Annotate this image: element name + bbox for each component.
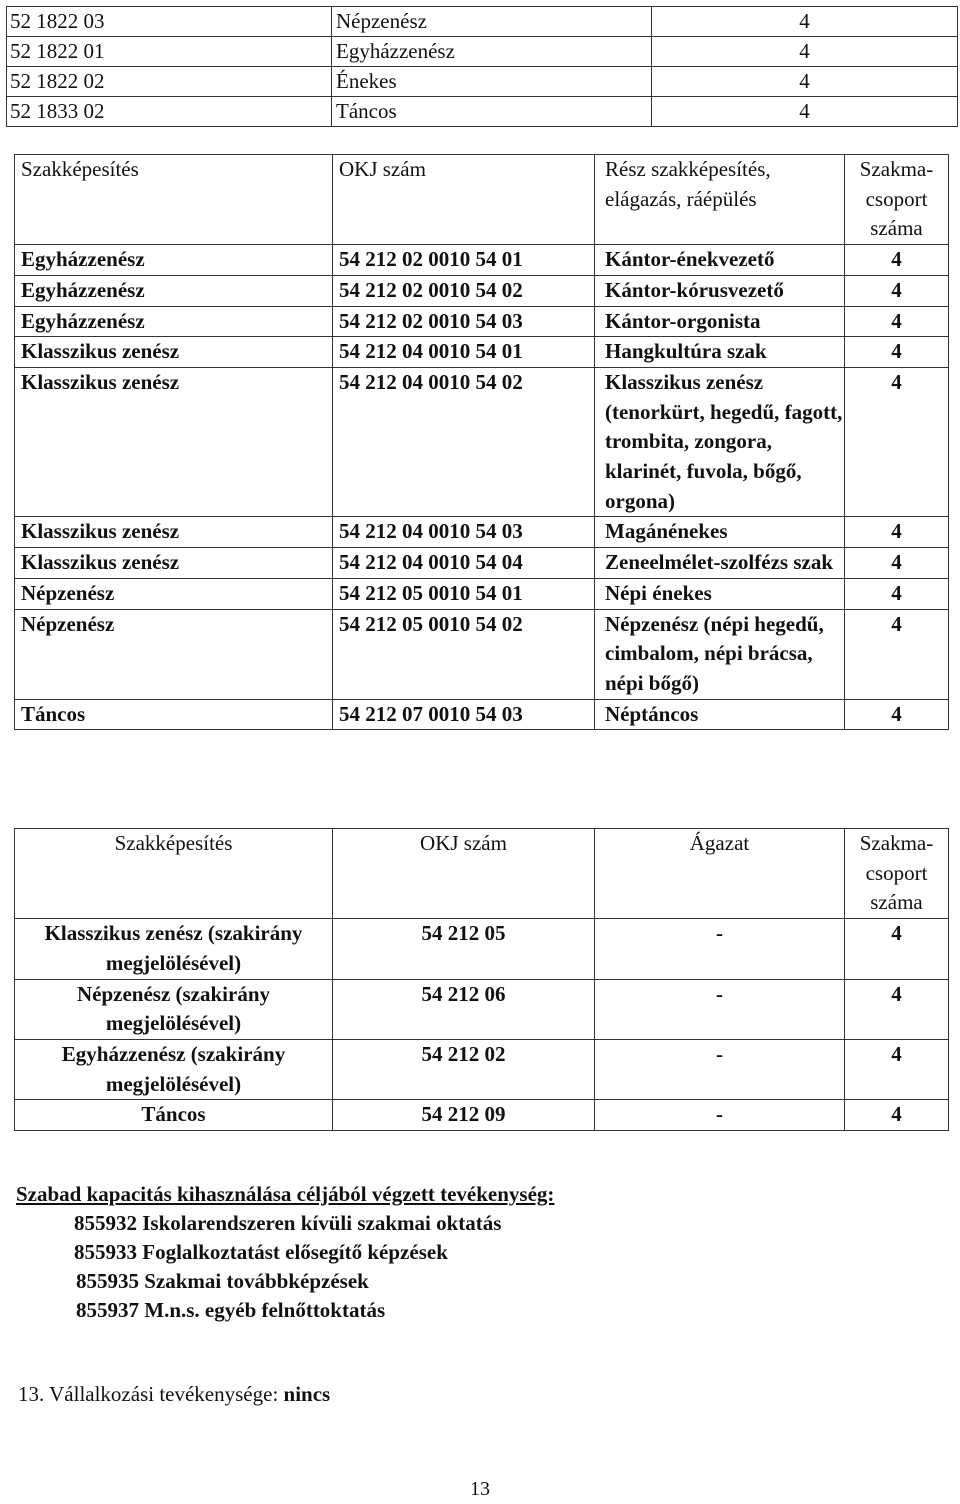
okj-cell: 54 212 04 0010 54 03 bbox=[333, 517, 595, 548]
partial-qualification-cell: Hangkultúra szak bbox=[595, 337, 845, 368]
spare-capacity-activities bbox=[16, 1180, 554, 1325]
qualification-cell: Klasszikus zenész bbox=[15, 367, 333, 517]
qualification-cell: Táncos bbox=[15, 699, 333, 730]
partial-qualification-cell: Klasszikus zenész (tenorkürt, hegedű, fagott, trombita, zongora, klarinét, fuvola, bőgő, orgona) bbox=[595, 367, 845, 517]
okj-code: 52 1833 02 bbox=[7, 97, 332, 127]
group-number: 4 bbox=[652, 37, 958, 67]
qualification-cell: Egyházzenész bbox=[15, 275, 333, 306]
table-row bbox=[7, 67, 958, 97]
okj-cell: 54 212 02 0010 54 02 bbox=[333, 275, 595, 306]
qualification-cell: Klasszikus zenész (szakirány megjelölésével) bbox=[15, 919, 333, 979]
partial-qualification-cell: Zeneelmélet-szolfézs szak bbox=[595, 548, 845, 579]
header-okj: OKJ szám bbox=[333, 829, 595, 919]
table-row bbox=[15, 979, 949, 1039]
sector-table bbox=[14, 828, 949, 1131]
table-row bbox=[15, 275, 949, 306]
qualification-cell: Népzenész bbox=[15, 609, 333, 699]
header-group: Szakma-csoport száma bbox=[845, 829, 949, 919]
section-13 bbox=[18, 1380, 330, 1409]
sector-cell: - bbox=[595, 1100, 845, 1131]
okj-cell: 54 212 07 0010 54 03 bbox=[333, 699, 595, 730]
section-13-value: nincs bbox=[283, 1382, 331, 1406]
activity-item: 855935 Szakmai továbbképzések bbox=[76, 1269, 369, 1293]
qualification: Énekes bbox=[332, 67, 652, 97]
group-cell: 4 bbox=[845, 609, 949, 699]
partial-qualification-table bbox=[14, 154, 949, 730]
group-cell: 4 bbox=[845, 367, 949, 517]
partial-qualification-cell: Néptáncos bbox=[595, 699, 845, 730]
activities-heading: Szabad kapacitás kihasználása céljából végzett tevékenység: bbox=[16, 1182, 555, 1206]
group-cell: 4 bbox=[845, 979, 949, 1039]
group-cell: 4 bbox=[845, 517, 949, 548]
okj-cell: 54 212 02 bbox=[333, 1039, 595, 1099]
section-13-label: 13. Vállalkozási tevékenysége: bbox=[18, 1382, 284, 1406]
group-number: 4 bbox=[652, 67, 958, 97]
header-qualification: Szakképesítés bbox=[15, 155, 333, 245]
header-partial: Rész szakképesítés, elágazás, ráépülés bbox=[595, 155, 845, 245]
table-row bbox=[15, 609, 949, 699]
table-row bbox=[15, 517, 949, 548]
group-number: 4 bbox=[652, 97, 958, 127]
okj-cell: 54 212 05 bbox=[333, 919, 595, 979]
activity-item: 855933 Foglalkoztatást elősegítő képzések bbox=[74, 1240, 448, 1264]
qualification-cell: Klasszikus zenész bbox=[15, 517, 333, 548]
table-header-row bbox=[15, 829, 949, 919]
activity-item: 855932 Iskolarendszeren kívüli szakmai oktatás bbox=[74, 1211, 502, 1235]
qualification-cell: Népzenész bbox=[15, 578, 333, 609]
table-row bbox=[15, 919, 949, 979]
qualification-cell: Egyházzenész (szakirány megjelölésével) bbox=[15, 1039, 333, 1099]
qualification-cell: Klasszikus zenész bbox=[15, 337, 333, 368]
okj-cell: 54 212 06 bbox=[333, 979, 595, 1039]
group-cell: 4 bbox=[845, 578, 949, 609]
table-row bbox=[15, 699, 949, 730]
partial-qualification-cell: Magánénekes bbox=[595, 517, 845, 548]
header-okj: OKJ szám bbox=[333, 155, 595, 245]
qualification-cell: Táncos bbox=[15, 1100, 333, 1131]
okj-code: 52 1822 03 bbox=[7, 7, 332, 37]
page-number: 13 bbox=[470, 1478, 490, 1500]
okj-cell: 54 212 04 0010 54 01 bbox=[333, 337, 595, 368]
okj-cell: 54 212 02 0010 54 03 bbox=[333, 306, 595, 337]
qualification-cell: Egyházzenész bbox=[15, 306, 333, 337]
table-row bbox=[15, 337, 949, 368]
sector-cell: - bbox=[595, 1039, 845, 1099]
partial-qualification-cell: Népzenész (népi hegedű, cimbalom, népi brácsa, népi bőgő) bbox=[595, 609, 845, 699]
qualification: Egyházzenész bbox=[332, 37, 652, 67]
sector-cell: - bbox=[595, 979, 845, 1039]
okj-cell: 54 212 09 bbox=[333, 1100, 595, 1131]
group-cell: 4 bbox=[845, 1100, 949, 1131]
qualification: Népzenész bbox=[332, 7, 652, 37]
partial-qualification-cell: Kántor-orgonista bbox=[595, 306, 845, 337]
activity-item: 855937 M.n.s. egyéb felnőttoktatás bbox=[76, 1298, 386, 1322]
partial-qualification-cell: Kántor-énekvezető bbox=[595, 245, 845, 276]
table-row bbox=[15, 245, 949, 276]
partial-qualification-cell: Kántor-kórusvezető bbox=[595, 275, 845, 306]
group-cell: 4 bbox=[845, 919, 949, 979]
table-row bbox=[15, 548, 949, 579]
header-sector: Ágazat bbox=[595, 829, 845, 919]
okj-cell: 54 212 02 0010 54 01 bbox=[333, 245, 595, 276]
sector-cell: - bbox=[595, 919, 845, 979]
header-qualification: Szakképesítés bbox=[15, 829, 333, 919]
table-row bbox=[15, 1100, 949, 1131]
group-cell: 4 bbox=[845, 548, 949, 579]
table-row bbox=[15, 1039, 949, 1099]
table-header-row bbox=[15, 155, 949, 245]
group-cell: 4 bbox=[845, 245, 949, 276]
okj-cell: 54 212 05 0010 54 01 bbox=[333, 578, 595, 609]
table-row bbox=[7, 37, 958, 67]
table-row bbox=[15, 578, 949, 609]
group-cell: 4 bbox=[845, 1039, 949, 1099]
group-cell: 4 bbox=[845, 275, 949, 306]
table-row bbox=[15, 367, 949, 517]
qualification-cell: Népzenész (szakirány megjelölésével) bbox=[15, 979, 333, 1039]
okj-cell: 54 212 04 0010 54 02 bbox=[333, 367, 595, 517]
table-row bbox=[7, 7, 958, 37]
group-cell: 4 bbox=[845, 699, 949, 730]
okj-code: 52 1822 02 bbox=[7, 67, 332, 97]
okj-code: 52 1822 01 bbox=[7, 37, 332, 67]
group-cell: 4 bbox=[845, 337, 949, 368]
table-row bbox=[7, 97, 958, 127]
okj-code-table bbox=[6, 6, 958, 127]
qualification-cell: Egyházzenész bbox=[15, 245, 333, 276]
okj-cell: 54 212 05 0010 54 02 bbox=[333, 609, 595, 699]
qualification-cell: Klasszikus zenész bbox=[15, 548, 333, 579]
qualification: Táncos bbox=[332, 97, 652, 127]
table-row bbox=[15, 306, 949, 337]
partial-qualification-cell: Népi énekes bbox=[595, 578, 845, 609]
group-number: 4 bbox=[652, 7, 958, 37]
header-group: Szakma-csoport száma bbox=[845, 155, 949, 245]
group-cell: 4 bbox=[845, 306, 949, 337]
okj-cell: 54 212 04 0010 54 04 bbox=[333, 548, 595, 579]
